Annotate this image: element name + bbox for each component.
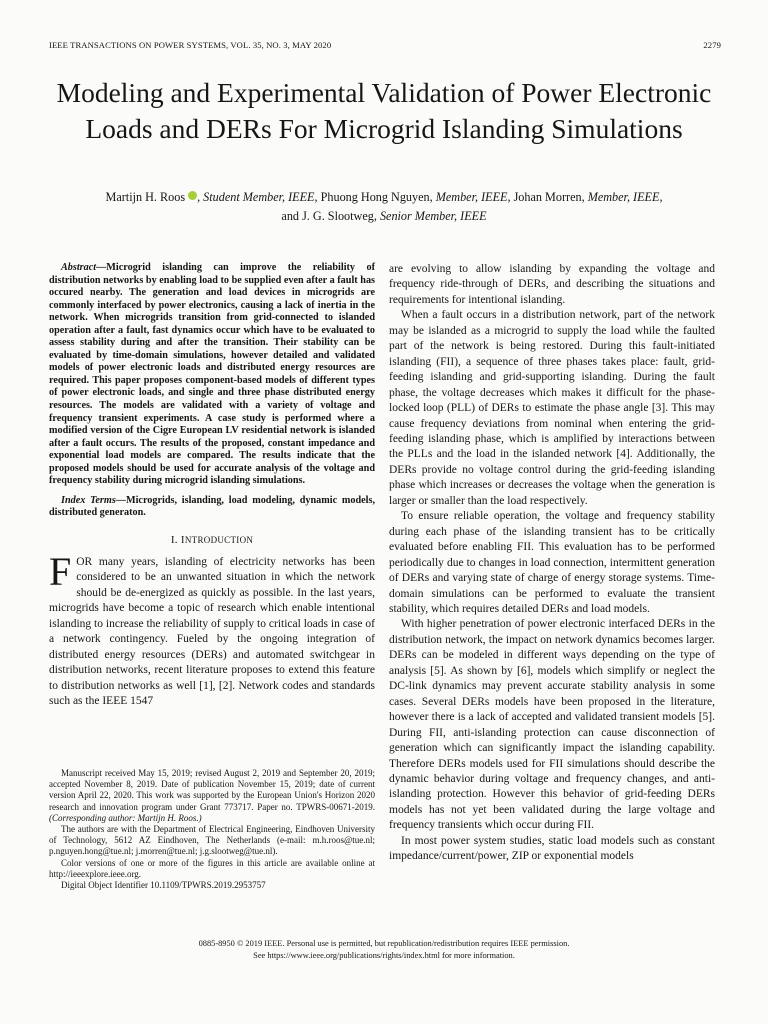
footnotes [49,768,375,891]
abstract-label: Abstract [61,262,97,273]
intro-paragraph [49,548,375,710]
author-list: Martijn H. Roos , Student Member, IEEE, Phuong Hong Nguyen, Member, IEEE, Johan Morren, Member, IEEE, and J. G. Slootweg, Senior Member, IEEE [105,190,663,223]
author-role: Student Member, IEEE [203,190,315,204]
left-column [49,262,375,709]
intro-first-word: OR [76,555,93,568]
body-paragraph: are evolving to allow islanding by expanding the voltage and frequency ride-through of DERs, and describing the situations and requirements for intentional islanding. [389,263,715,306]
body-paragraph: To ensure reliable operation, the voltage and frequency stability during each phase of the islanding transient has to be critically evaluated before enabling FII. This evaluation has to be performed periodically due to changes in load connection, intermittent generation of DERs and varying state of charge of energy storage systems. Time-domain simulations can be performed to evaluate the transient stability, which requires detailed DERs and load models. [389,510,715,615]
body-paragraph: In most power system studies, static load models such as constant impedance/current/power, ZIP or exponential models [389,834,715,863]
author-role: Member, IEEE [435,190,508,204]
body-paragraph: With higher penetration of power electronic interfaced DERs in the distribution network, the impact on network dynamics becomes larger. DERs can be modeled in different ways depending on the type of analysis [5]. As shown by [6], models which simplify or neglect the DC-link dynamics may prevent accurate stability analysis in some cases. Several DERs models have been proposed in the literature, however there is a lack of accepted and validated transient models [5]. During FII, anti-islanding protection can cause disconnection of generation which can significantly impact the islanding capability. Therefore DERs models used for FII simulations should describe the dynamic behavior during voltage and frequency changes, and anti-islanding protection. However this behavior of grid-feeding DERs models has not yet been validated during the large voltage and frequency transients which occur during FII. [389,618,715,832]
footnote-doi: Digital Object Identifier 10.1109/TPWRS.2019.2953757 [61,880,266,891]
index-terms-label: Index Terms [61,494,116,506]
intro-text: many years, islanding of electricity networks has been considered to be an unwanted situation in which the network should be de-energized as quickly as possible. In the last years, microgrids have become a topic of research which enable intentional islanding to increase the reliability of supply to critical loads in case of a network contingency. Fueled by the ongoing integration of distributed energy resources (DERs) and automated switchgear in distribution networks, recent literature proposes to extend this feature to distribution networks as well [1], [2]. Network codes and standards such as the IEEE 1547 [49,555,375,708]
index-terms [49,495,375,520]
section-heading [49,534,375,546]
orcid-icon[interactable] [188,191,197,200]
author-role: Senior Member, IEEE [379,209,487,223]
author-role: Member, IEEE [587,190,660,204]
author-name: Phuong Hong Nguyen [320,190,430,204]
drop-cap: F [49,548,72,594]
journal-name: IEEE TRANSACTIONS ON POWER SYSTEMS, VOL. 35, NO. 3, MAY 2020 [49,40,332,50]
footnote-color: Color versions of one or more of the figures in this article are available online at http://ieeexplore.ieee.org. [49,857,375,879]
paper-title: Modeling and Experimental Validation of Power Electronic Loads and DERs For Microgrid Islanding Simulations [56,77,712,144]
page-number: 2279 [703,40,721,50]
author-name: Johan Morren [513,190,582,204]
author-name: Martijn H. Roos [105,190,186,204]
author-name: and J. G. Slootweg [281,209,374,223]
body-paragraph: When a fault occurs in a distribution network, part of the network may be islanded as a microgrid to supply the load while the faulted part of the network is being restored. During this fault-initiated islanding (FII), a sequence of three phases takes place: fault, grid-feeding islanding and grid-supporting islanding. During the fault phase, the voltage decreases which makes it difficult for the phase-locked loop (PLL) of DERs to estimate the phase angle [3]. This may cause frequency deviations from nominal when entering the grid-feeding islanding phase, which is amplified by interactions between the PLLs and the load in the islanded network [4]. Additionally, the DERs provide no voltage control during the grid-feeding islanding phase which increases or decreases the voltage when the generation is larger or smaller than the load respectively. [389,309,715,507]
right-column [389,262,715,865]
abstract [49,262,375,488]
index-terms-text: —Microgrids, islanding, load modeling, dynamic models, distributed generaton. [49,494,375,519]
copyright-line: 0885-8950 © 2019 IEEE. Personal use is permitted, but republication/redistribution requires IEEE permission. [198,939,570,948]
abstract-text: —Microgrid islanding can improve the reliability of distribution networks by enabling load to be supplied even after a fault has occured nearby. The generation and load devices in microgrids are commonly interfaced by power electronics, causing a lack of inertia in the network. When microgrids transition from grid-connected to islanded operation after a fault, fast dynamics occur which have to be evaluated to assess stability during and after the transition. Their stability can be evaluated by time-domain simulations, however detailed and validated models of power electronic loads and distributed energy resources are required. This paper proposes component-based models of different types of power electronic loads, and single and three phase distributed energy resources. The models are validated with a variety of voltage and frequency transient experiments. A case study is performed where a modified version of the Cigre European LV residential network is islanded after a fault occurs. The results of the proposed, constant impedance and exponential load models are compared. The results indicate that the proposed models should be used for accurate analysis of the voltage and frequency stability during microgrid islanding simulations. [49,262,375,487]
rights-link-line[interactable]: See https://www.ieee.org/publications/rights/index.html for more information. [253,950,515,960]
footnote-affiliation: The authors are with the Department of Electrical Engineering, Eindhoven University of Technology, 5612 AZ Eindhoven, The Netherlands (e-mail: m.h.roos@tue.nl; p.nguyen.hong@tue.nl; j.morren@tue.nl; j.g.slootweg@tue.nl). [49,824,375,857]
copyright-footer [40,938,728,961]
section-numeral: I. [170,533,178,546]
running-header [49,40,721,54]
section-title: INTRODUCTION [180,533,254,546]
footnote-manuscript: Manuscript received May 15, 2019; revised August 2, 2019 and September 20, 2019; accepted November 8, 2019. Date of publication November 15, 2019; date of current version April 22, 2020. This work was supported by the European Union's Horizon 2020 research and innovation program under Grant 773717. Paper no. TPWRS-00671-2019. (Corresponding author: Martijn H. Roos.) [49,768,375,823]
